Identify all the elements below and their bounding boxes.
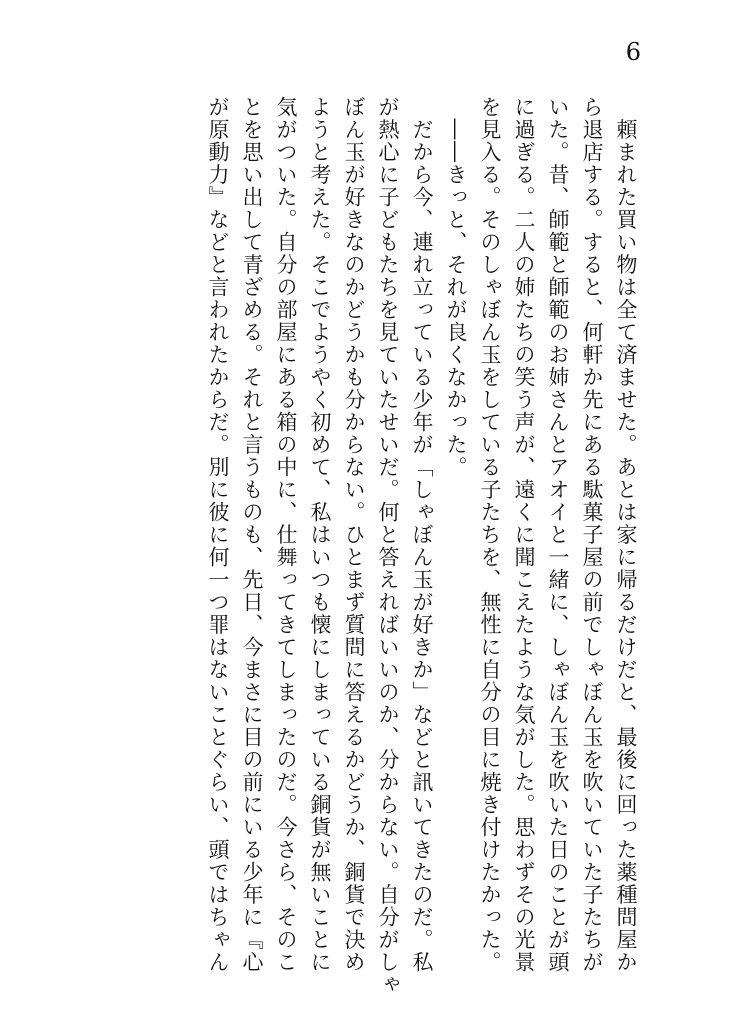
text-line: だから今、連れ立っている少年が「しゃぼん玉が好きか」などと訊いてきたのだ。私 [410,96,434,974]
text-line: とを思い出して青ざめる。それと言うものも、先日、今まさに目の前にいる少年に『心 [240,96,264,974]
text-line: 頼まれた買い物は全て済ませた。あとは家に帰るだけだと、最後に回った薬種問屋か [614,96,638,974]
text-line: ようと考えた。そこでようやく初めて、私はいつも懐にしまっている銅貨が無いことに [308,96,332,974]
text-line: ら退店する。すると、何軒か先にある駄菓子屋の前でしゃぼん玉を吹いていた子たちが [580,96,604,974]
text-line: いた。昔、師範と師範のお姉さんとアオイと一緒に、しゃぼん玉を吹いた日のことが頭 [546,96,570,974]
text-line: が原動力』などと言われたからだ。別に彼に何一つ罪はないことぐらい、頭ではちゃん [206,96,230,974]
text-line: が熱心に子どもたちを見ていたせいだ。何と答えればいいのか、分からない。自分がしゃ [376,96,400,996]
vertical-body-text [83,96,643,996]
text-line: に過ぎる。二人の姉たちの笑う声が、遠くに聞こえたような気がした。思わずその光景 [512,96,536,974]
text-line: ――きっと、それが良くなかった。 [444,96,468,479]
text-line: を見入る。そのしゃぼん玉をしている子たちを、無性に自分の目に焼き付けたかった。 [478,96,502,974]
text-line: 気がついた。自分の部屋にある箱の中に、仕舞ってきてしまったのだ。今さら、そのこ [274,96,298,974]
page-number: 6 [625,38,641,66]
text-line: ぼん玉が好きなのかどうかも分からない。ひとまず質問に答えるかどうか、銅貨で決め [342,96,366,974]
